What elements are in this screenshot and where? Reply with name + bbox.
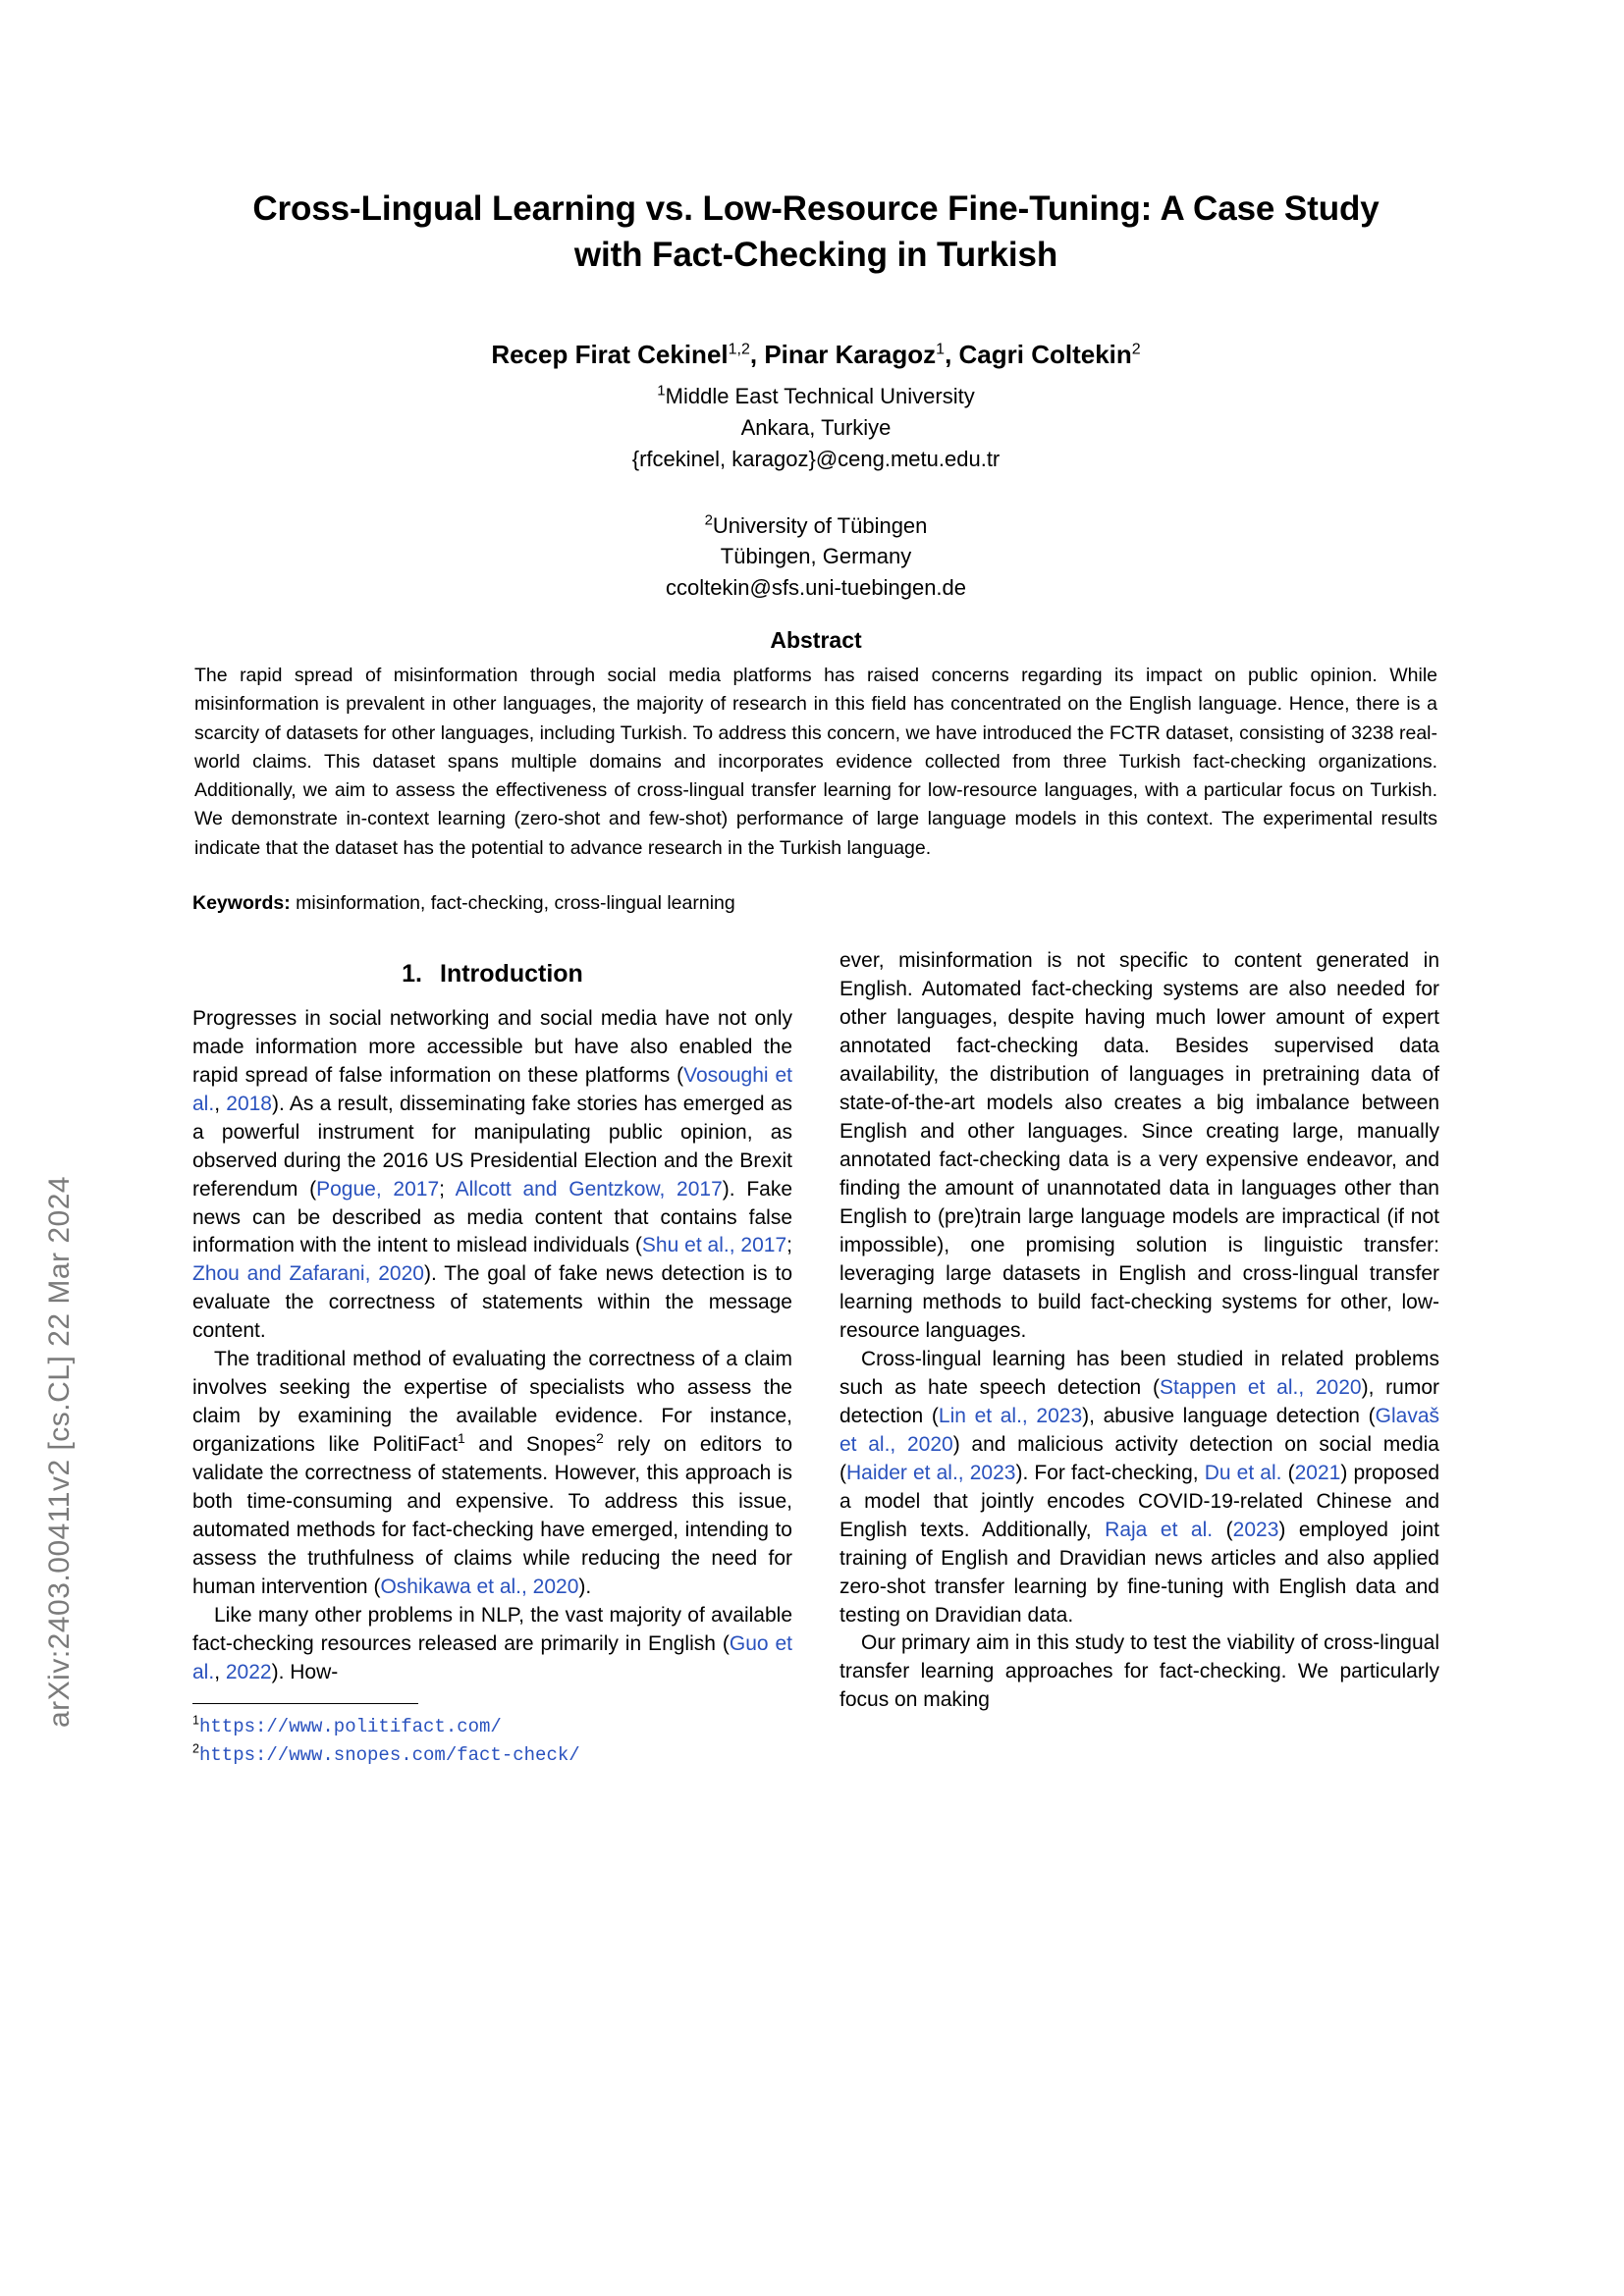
citation-link[interactable]: 2018 <box>226 1092 272 1115</box>
text-run: , <box>214 1092 227 1115</box>
author-1-affil-marker: 1,2 <box>728 341 750 358</box>
citation-link[interactable]: Glavaš et al., 2020 <box>839 1404 1439 1456</box>
footnote-marker-2[interactable]: 2 <box>596 1430 604 1447</box>
arxiv-stamp: arXiv:2403.00411v2 [cs.CL] 22 Mar 2024 <box>43 1175 76 1728</box>
citation-link[interactable]: Oshikawa et al., 2020 <box>380 1575 579 1599</box>
footnote-divider <box>192 1703 418 1704</box>
text-run: ). Fake news can be described as media content that contains false information with the intent to mislead individuals ( <box>192 1177 793 1257</box>
text-run: rely on editors to validate the correctness of statements. However, this approach is both time-consuming and expensive. To address this issue, automated methods for fact-checking have emerged, intending to assess the truthfulness of claims while reducing the need for human intervention ( <box>192 1433 792 1599</box>
citation-link[interactable]: Du et al. <box>1204 1461 1282 1484</box>
affiliation-1-marker: 1 <box>657 382 666 400</box>
page-title: Cross-Lingual Learning vs. Low-Resource Fine-Tuning: A Case Study with Fact-Checking in Turkish <box>252 189 1380 274</box>
footnote-1 <box>192 1713 792 1741</box>
footnote-2-url[interactable]: https://www.snopes.com/fact-check/ <box>198 1743 580 1766</box>
text-run: ) employed joint training of English and Dravidian news articles and also applied zero-shot transfer learning by fine-tuning with English data and testing on Dravidian data. <box>839 1518 1440 1627</box>
affiliation-2-city: Tübingen, Germany <box>720 544 912 569</box>
text-run: The traditional method of evaluating the correctness of a claim involves seeking the expertise of specialists who assess the claim by examining the available evidence. For instance, organizations like PolitiFact <box>192 1348 792 1457</box>
text-run: , <box>214 1661 226 1684</box>
text-run: ) and malicious activity detection on social media ( <box>839 1432 1439 1484</box>
body-columns <box>192 947 1439 1769</box>
text-run: ). As a result, disseminating fake stories has emerged as a powerful instrument for manipulating public opinion, as observed during the 2016 US Presidential Election and the Brexit referendum ( <box>192 1092 792 1201</box>
affiliation-2-email: ccoltekin@sfs.uni-tuebingen.de <box>665 575 967 601</box>
citation-link[interactable]: Shu et al., 2017 <box>641 1234 787 1257</box>
paragraph <box>192 1346 792 1602</box>
footnote-2 <box>192 1741 792 1770</box>
section-title: Introduction <box>440 960 583 988</box>
column-left <box>192 947 792 1769</box>
footnote-list <box>192 1713 792 1769</box>
affiliation-2 <box>192 510 1439 605</box>
affiliation-1-email: {rfcekinel, karagoz}@ceng.metu.edu.tr <box>631 446 1001 471</box>
keywords-label: Keywords: <box>192 891 291 914</box>
paper-content <box>192 187 1439 1769</box>
author-2: , Pinar Karagoz <box>749 340 937 370</box>
text-run: ). The goal of fake news detection is to evaluate the correctness of statements within the message content. <box>192 1262 792 1343</box>
keywords-value: misinformation, fact-checking, cross-lingual learning <box>290 891 735 914</box>
text-run: Like many other problems in NLP, the vast majority of available fact-checking resources released are primarily in English ( <box>192 1604 792 1656</box>
citation-link[interactable]: Haider et al., 2023 <box>846 1461 1016 1484</box>
text-run: and Snopes <box>464 1433 597 1457</box>
affiliation-1 <box>192 381 1439 475</box>
paragraph <box>192 1005 792 1347</box>
author-3-affil-marker: 2 <box>1131 341 1141 358</box>
citation-link[interactable]: Vosoughi et al. <box>192 1063 792 1115</box>
paragraph <box>839 1346 1439 1630</box>
affiliation-2-name-line <box>192 510 1439 542</box>
column-right <box>839 947 1439 1769</box>
text-run: ), rumor detection ( <box>839 1375 1439 1427</box>
citation-link[interactable]: Pogue, 2017 <box>316 1177 440 1201</box>
affiliation-1-name-line <box>192 381 1439 412</box>
citation-link[interactable]: Zhou and Zafarani, 2020 <box>192 1262 424 1286</box>
affiliation-1-name: Middle East Technical University <box>665 383 975 408</box>
citation-link[interactable]: Lin et al., 2023 <box>938 1404 1083 1427</box>
citation-link[interactable]: 2021 <box>1294 1461 1341 1484</box>
text-run: ), abusive language detection ( <box>1082 1404 1376 1427</box>
citation-link[interactable]: Guo et al. <box>192 1632 792 1684</box>
section-heading-introduction <box>192 957 792 991</box>
citation-link[interactable]: Raja et al. <box>1105 1518 1214 1541</box>
author-3: , Cagri Coltekin <box>945 340 1132 370</box>
footnote-marker-1[interactable]: 1 <box>457 1430 465 1447</box>
text-run: ; <box>786 1234 792 1257</box>
author-1: Recep Firat Cekinel <box>491 340 729 370</box>
abstract-text: The rapid spread of misinformation through social media platforms has raised concerns regarding its impact on public opinion. While misinformation is prevalent in other languages, the majority of research in this field has concentrated on the English language. Hence, there is a scarcity of datasets for other languages, including Turkish. To address this concern, we have introduced the FCTR dataset, consisting of 3238 real-world claims. This dataset spans multiple domains and incorporates evidence collected from three Turkish fact-checking organizations. Additionally, we aim to assess the effectiveness of cross-lingual transfer learning for low-resource languages, with a particular focus on Turkish. We demonstrate in-context learning (zero-shot and few-shot) performance of large language models in this context. The experimental results indicate that the dataset has the potential to advance research in the Turkish language. <box>194 665 1437 859</box>
text-run: ). For fact-checking, <box>1015 1461 1205 1484</box>
section-number: 1. <box>402 960 423 988</box>
author-2-affil-marker: 1 <box>936 341 946 358</box>
footnote-2-marker: 2 <box>192 1741 199 1756</box>
text-run: Progresses in social networking and social media have not only made information more accessible but have also enabled the rapid spread of false information on these platforms ( <box>192 1006 792 1087</box>
affiliation-1-city: Ankara, Turkiye <box>740 414 892 440</box>
citation-link[interactable]: 2023 <box>1232 1518 1279 1541</box>
paragraph <box>192 1602 792 1687</box>
text-run: ; <box>439 1177 456 1201</box>
text-run: ). How- <box>271 1661 339 1684</box>
text-run: ( <box>1281 1461 1295 1484</box>
text-run: ) proposed a model that jointly encodes COVID-19-related Chinese and English texts. Additionally, <box>839 1461 1440 1541</box>
text-run: ). <box>578 1575 592 1599</box>
abstract-heading: Abstract <box>770 627 862 654</box>
keywords-line <box>192 889 1439 918</box>
paragraph: Our primary aim in this study to test the viability of cross-lingual transfer learning approaches for fact-checking. We particularly focus on making <box>839 1631 1439 1712</box>
paragraph: ever, misinformation is not specific to content generated in English. Automated fact-checking systems are also needed for other languages, despite having much lower amount of expert annotated fact-checking data. Besides supervised data availability, the distribution of languages in pretraining data of state-of-the-art models also creates a big imbalance between English and other languages. Since creating large, manually annotated fact-checking data is a very expensive endeavor, and finding the amount of unannotated data in languages other than English to (pre)train large language models are impractical (if not impossible), one promising solution is linguistic transfer: leveraging large datasets in English and cross-lingual transfer learning methods to build fact-checking systems for other, low-resource languages. <box>839 949 1439 1342</box>
affiliation-2-name: University of Tübingen <box>712 512 928 538</box>
citation-link[interactable]: 2022 <box>225 1661 272 1684</box>
text-run: ( <box>1213 1518 1233 1541</box>
author-list <box>192 339 1439 372</box>
citation-link[interactable]: Allcott and Gentzkow, 2017 <box>455 1177 723 1201</box>
citation-link[interactable]: Stappen et al., 2020 <box>1159 1375 1362 1399</box>
footnote-1-marker: 1 <box>192 1713 199 1728</box>
affiliation-2-marker: 2 <box>704 511 713 529</box>
footnote-1-url[interactable]: https://www.politifact.com/ <box>198 1716 502 1738</box>
text-run: Cross-lingual learning has been studied in related problems such as hate speech detection ( <box>839 1347 1439 1399</box>
